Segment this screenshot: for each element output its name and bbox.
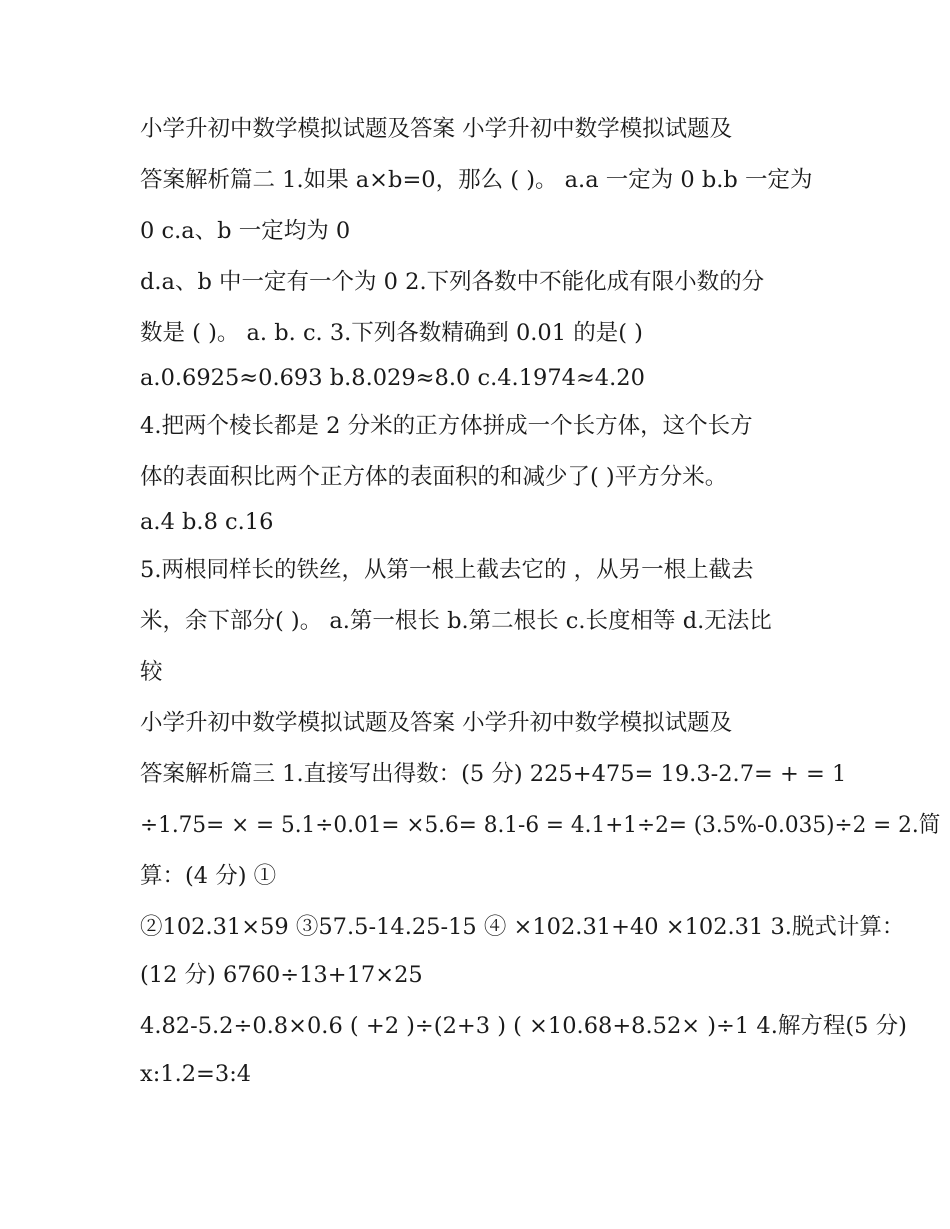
text-line: a.0.6925≈0.693 b.8.029≈8.0 c.4.1974≈4.20 <box>140 365 645 391</box>
text-line: (12 分) 6760÷13+17×25 <box>140 962 423 988</box>
text-line: 小学升初中数学模拟试题及答案 小学升初中数学模拟试题及 <box>140 710 733 736</box>
text-line: 小学升初中数学模拟试题及答案 小学升初中数学模拟试题及 <box>140 116 733 142</box>
text-line: 算：(4 分) ① <box>140 863 277 889</box>
text-line: 体的表面积比两个正方体的表面积的和减少了( )平方分米。 <box>140 464 728 490</box>
text-line: ÷1.75= × = 5.1÷0.01= ×5.6= 8.1-6 = 4.1+1÷2= (3.5%-0.035)÷2 = 2.简 <box>140 812 941 838</box>
text-line: 4.把两个棱长都是 2 分米的正方体拼成一个长方体，这个长方 <box>140 413 753 439</box>
text-line: d.a、b 中一定有一个为 0 2.下列各数中不能化成有限小数的分 <box>140 269 765 295</box>
text-line: 答案解析篇三 1.直接写出得数：(5 分) 225+475= 19.3-2.7= + = 1 <box>140 761 847 787</box>
text-line: ②102.31×59 ③57.5-14.25-15 ④ ×102.31+40 ×102.31 3.脱式计算： <box>140 914 905 940</box>
text-line: 数是 ( )。 a. b. c. 3.下列各数精确到 0.01 的是( ) <box>140 320 643 346</box>
text-line: 5.两根同样长的铁丝，从第一根上截去它的 ，从另一根上截去 <box>140 557 754 583</box>
text-line: 0 c.a、b 一定均为 0 <box>140 218 351 244</box>
text-line: 米，余下部分( )。 a.第一根长 b.第二根长 c.长度相等 d.无法比 <box>140 608 772 634</box>
text-line: x:1.2=3:4 <box>140 1061 252 1087</box>
text-line: 较 <box>140 659 163 685</box>
text-line: a.4 b.8 c.16 <box>140 509 274 535</box>
text-line: 答案解析篇二 1.如果 a×b=0，那么 ( )。 a.a 一定为 0 b.b 一定为 <box>140 167 813 193</box>
text-line: 4.82-5.2÷0.8×0.6 ( +2 )÷(2+3 ) ( ×10.68+8.52× )÷1 4.解方程(5 分) <box>140 1013 907 1039</box>
